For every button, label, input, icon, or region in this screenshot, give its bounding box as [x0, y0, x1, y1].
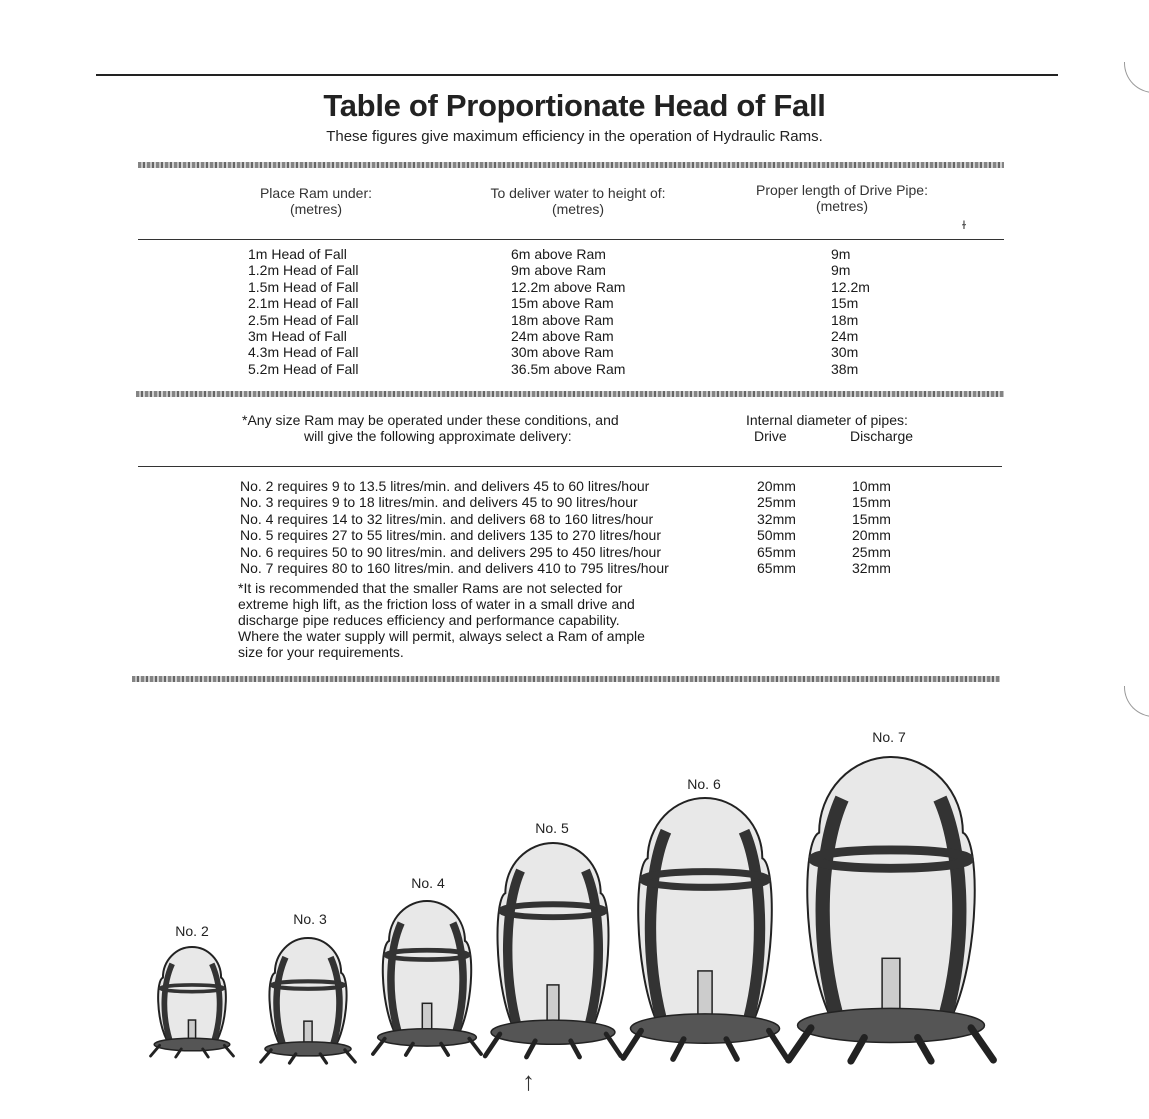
ram-illustration-no6	[614, 798, 796, 1060]
table2-header-rule	[138, 466, 1002, 467]
table-row: 2.1m Head of Fall	[248, 295, 359, 312]
table-row: 10mm	[852, 478, 891, 494]
note-line: size for your requirements.	[238, 644, 404, 660]
ram-illustration-no7	[782, 757, 1000, 1062]
table-row: 20mm	[757, 478, 796, 494]
drive-header: Drive	[754, 428, 787, 444]
table-row: 30m	[831, 344, 859, 361]
ram-valve	[304, 1021, 312, 1044]
page-subtitle: These figures give maximum efficiency in the operation of Hydraulic Rams.	[326, 128, 823, 145]
ram-valve	[698, 971, 712, 1018]
discharge-header: Discharge	[850, 428, 914, 444]
col-ram-delivery	[240, 478, 669, 576]
divider-band-2	[136, 391, 1004, 397]
table-row: 1.2m Head of Fall	[248, 262, 359, 279]
table-row: 38m	[831, 360, 859, 377]
ram-illustration-no2	[136, 947, 248, 1058]
table-row: No. 5 requires 27 to 55 litres/min. and delivers 135 to 270 litres/hour	[240, 527, 662, 544]
header-place-ram	[196, 185, 436, 217]
col-discharge-diameter	[852, 478, 891, 576]
ram-base	[154, 1038, 230, 1051]
col-place-ram	[248, 246, 359, 377]
table-row: 2.5m Head of Fall	[248, 311, 359, 328]
table-row: 65mm	[757, 543, 796, 560]
header-deliver-height	[448, 185, 708, 217]
table-row: 24m above Ram	[511, 327, 614, 344]
delivery-intro	[242, 412, 619, 444]
header-drive-pipe-line1: Proper length of Drive Pipe:	[756, 182, 928, 198]
col-drive-pipe	[831, 246, 870, 377]
col-deliver-height	[511, 246, 625, 377]
table-row: 1m Head of Fall	[248, 246, 347, 262]
table-row: 15m	[831, 295, 859, 312]
divider-band-3	[132, 676, 1000, 682]
ram-valve	[547, 985, 559, 1024]
header-deliver-height-line1: To deliver water to height of:	[490, 185, 666, 201]
ram-base	[491, 1020, 615, 1044]
ram-valve	[188, 1020, 195, 1040]
table1-header-rule	[138, 239, 1004, 240]
ram-base	[798, 1008, 985, 1042]
header-deliver-height-line2: (metres)	[551, 201, 605, 217]
table-row: 15mm	[852, 494, 891, 511]
table-row: 12.2m above Ram	[511, 278, 626, 295]
scan-edge-mark-bottom	[1124, 686, 1149, 717]
recommendation-note	[238, 580, 645, 660]
pipe-diameter-header	[746, 412, 908, 428]
table-row: 3m Head of Fall	[248, 327, 347, 344]
ram-label-no5: No. 5	[535, 820, 569, 836]
ram-valve	[882, 958, 900, 1013]
table-row: 25mm	[852, 543, 891, 560]
table-row: 36.5m above Ram	[511, 360, 626, 377]
table-row: 9m above Ram	[511, 262, 606, 279]
ram-label-no3: No. 3	[293, 911, 327, 927]
header-drive-pipe-line2: (metres)	[815, 198, 869, 214]
ram-label-no2: No. 2	[175, 923, 209, 939]
table-row: 65mm	[757, 559, 796, 576]
table-row: 15mm	[852, 510, 891, 527]
table-row: 6m above Ram	[511, 246, 606, 262]
ram-label-no6: No. 6	[687, 776, 721, 792]
note-line: extreme high lift, as the friction loss of water in a small drive and	[238, 596, 635, 612]
ram-base	[630, 1014, 779, 1043]
table-row: 4.3m Head of Fall	[248, 344, 359, 361]
table-row: No. 4 requires 14 to 32 litres/min. and delivers 68 to 160 litres/hour	[240, 510, 654, 527]
note-line: discharge pipe reduces efficiency and performance capability.	[238, 612, 620, 628]
header-drive-pipe	[716, 182, 968, 214]
ram-valve	[422, 1003, 431, 1031]
ram-illustration-no5	[474, 843, 632, 1058]
ram-label-no4: No. 4	[411, 875, 445, 891]
up-arrow-icon: ↑	[522, 1066, 535, 1096]
table-row: 18m	[831, 311, 859, 328]
table-row: No. 6 requires 50 to 90 litres/min. and delivers 295 to 450 litres/hour	[240, 543, 662, 560]
scratch-mark: ɫ	[962, 218, 966, 232]
table-row: 12.2m	[831, 278, 870, 295]
divider-band-1	[138, 162, 1004, 168]
table-row: 50mm	[757, 527, 796, 544]
note-line: Where the water supply will permit, always select a Ram of ample	[238, 628, 645, 644]
col-drive-diameter	[757, 478, 796, 576]
table-row: 9m	[831, 246, 851, 262]
pipe-diameter-title: Internal diameter of pipes:	[746, 412, 908, 428]
ram-base	[378, 1029, 477, 1046]
table-row: 5.2m Head of Fall	[248, 360, 359, 377]
table-row: 18m above Ram	[511, 311, 614, 328]
note-line: *It is recommended that the smaller Rams are not selected for	[238, 580, 623, 596]
table-row: 30m above Ram	[511, 344, 614, 361]
table-row: 32mm	[757, 510, 796, 527]
ram-illustration-no3	[247, 938, 369, 1064]
table-row: No. 2 requires 9 to 13.5 litres/min. and delivers 45 to 60 litres/hour	[240, 478, 650, 494]
ram-label-no7: No. 7	[872, 729, 906, 745]
table-row: 1.5m Head of Fall	[248, 278, 359, 295]
table-row: 9m	[831, 262, 851, 279]
table-row: 32mm	[852, 559, 891, 576]
table-row: 20mm	[852, 527, 891, 544]
table-row: No. 3 requires 9 to 18 litres/min. and delivers 45 to 90 litres/hour	[240, 494, 638, 511]
page-title: Table of Proportionate Head of Fall	[323, 88, 826, 123]
top-rule	[96, 74, 1058, 76]
table-row: 25mm	[757, 494, 796, 511]
ram-base	[265, 1042, 351, 1056]
table-row: No. 7 requires 80 to 160 litres/min. and delivers 410 to 795 litres/hour	[240, 559, 669, 576]
table-row: 15m above Ram	[511, 295, 614, 312]
header-place-ram-line2: (metres)	[289, 201, 343, 217]
header-place-ram-line1: Place Ram under:	[259, 185, 373, 201]
delivery-intro-line1: *Any size Ram may be operated under these conditions, and	[242, 412, 619, 428]
table-row: 24m	[831, 327, 859, 344]
delivery-intro-line2: will give the following approximate delivery:	[304, 428, 572, 444]
